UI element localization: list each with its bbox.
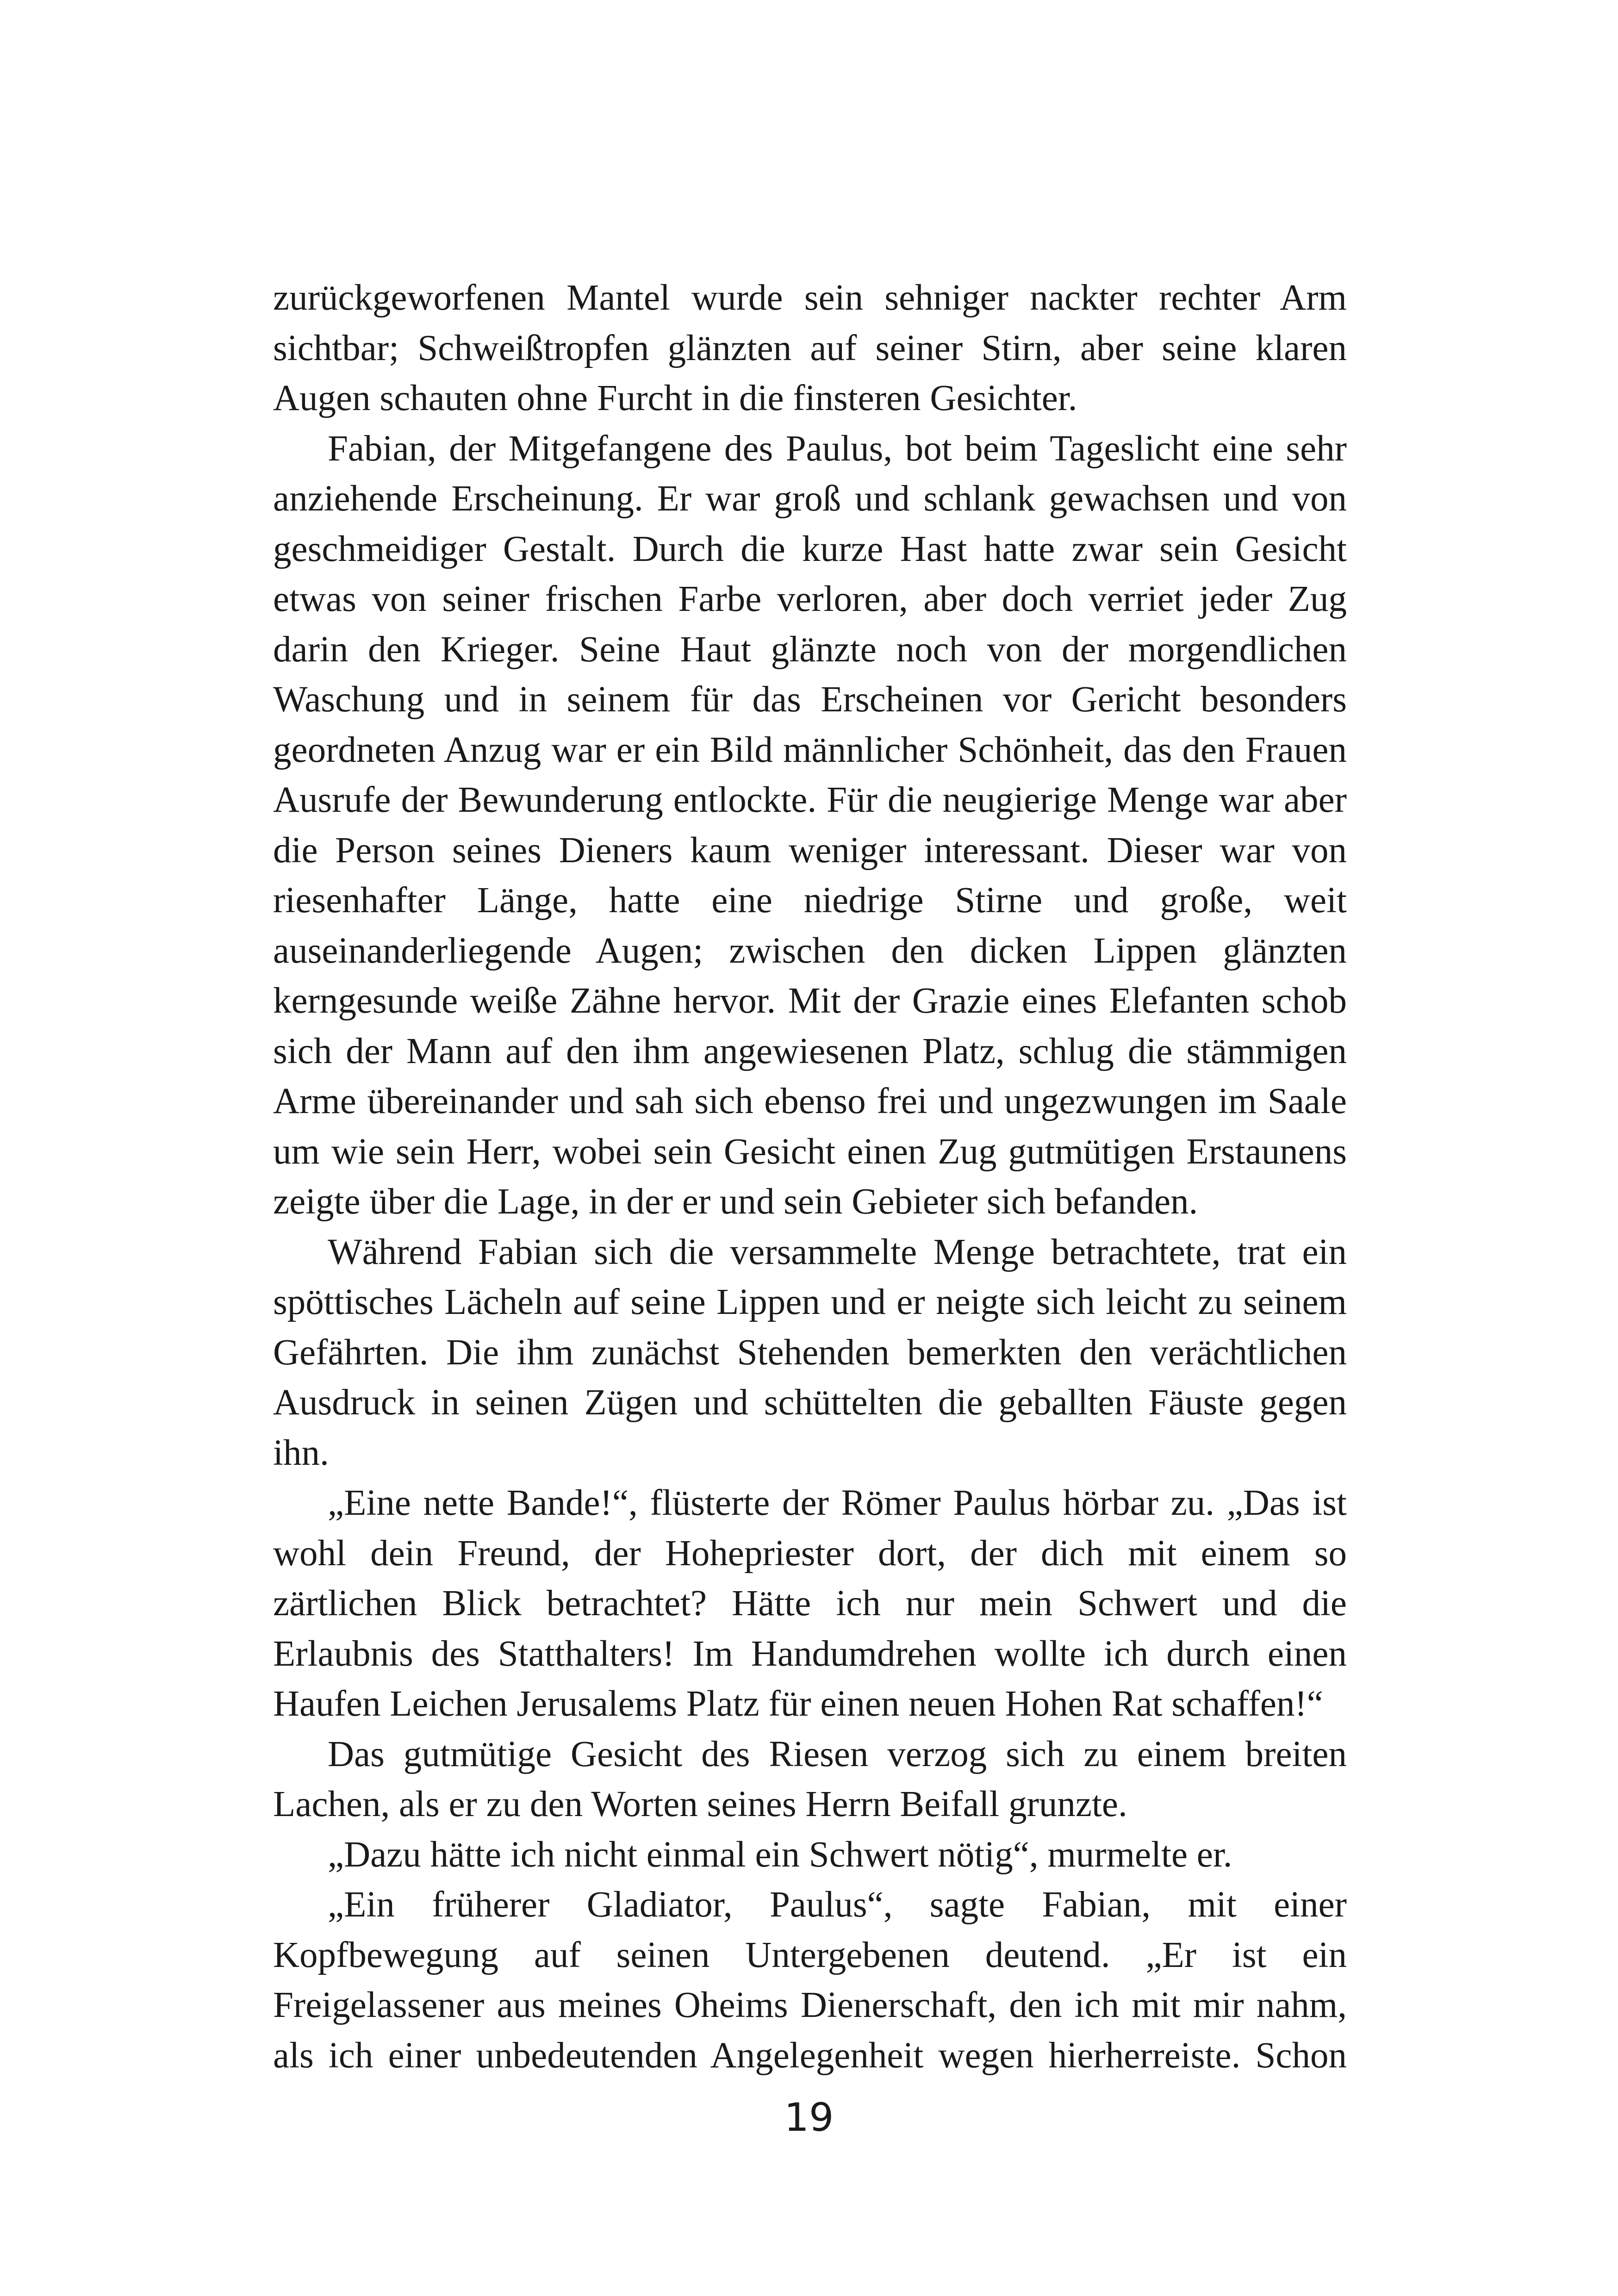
paragraph-7: „Ein früherer Gladiator, Paulus“, sagte Fabian, mit einer Kopfbewegung auf seinen Untergebenen deutend. „Er ist ein Freigelassener aus meines Oheims Dienerschaft, den ich mit mir nahm, als ich einer unbedeutenden Angelegenheit wegen hierherreiste. Schon <box>273 1885 1347 2076</box>
paragraph-5: Das gutmütige Gesicht des Riesen verzog sich zu einem breiten Lachen, als er zu den Worten seines Herrn Beifall grunzte. <box>273 1734 1347 1824</box>
page-number: 19 <box>784 2095 834 2140</box>
paragraph-3: Während Fabian sich die versammelte Menge betrachtete, trat ein spöttisches Lächeln auf seine Lippen und er neigte sich leicht zu seinem Gefährten. Die ihm zunächst Stehenden bemerkten den verächtlichen Ausdruck in seinen Zügen und schüttelten die geballten Fäuste gegen ihn. <box>273 1232 1347 1473</box>
paragraph-4: „Eine nette Bande!“, flüsterte der Römer Paulus hörbar zu. „Das ist wohl dein Freund, der Hohepriester dort, der dich mit einem so zärtlichen Blick betrachtet? Hätte ich nur mein Schwert und die Erlaubnis des Statthalters! Im Handumdrehen wollte ich durch einen Haufen Leichen Jerusalems Platz für einen neuen Hohen Rat schaffen!“ <box>273 1483 1347 1724</box>
paragraph-2: Fabian, der Mitgefangene des Paulus, bot beim Tageslicht eine sehr anziehende Erscheinung. Er war groß und schlank gewachsen und von geschmeidiger Gestalt. Durch die kurze Hast hatte zwar sein Gesicht etwas von seiner frischen Farbe verloren, aber doch verriet jeder Zug darin den Krieger. Seine Haut glänzte noch von der morgendlichen Waschung und in seinem für das Erscheinen vor Gericht besonders geordneten Anzug war er ein Bild männlicher Schönheit, das den Frauen Ausrufe der Bewunderung entlockte. Für die neugierige Menge war aber die Person seines Dieners kaum weniger interessant. Dieser war von riesenhafter Länge, hatte eine niedrige Stirne und große, weit auseinanderliegende Augen; zwischen den dicken Lippen glänzten kerngesunde weiße Zähne hervor. Mit der Grazie eines Elefanten schob sich der Mann auf den ihm angewiesenen Platz, schlug die stämmigen Arme übereinander und sah sich ebenso frei und ungezwungen im Saale um wie sein Herr, wobei sein Gesicht einen Zug gutmütigen Erstaunens zeigte über die Lage, in der er und sein Gebieter sich befanden. <box>273 428 1347 1222</box>
paragraph-1: zurückgeworfenen Mantel wurde sein sehniger nackter rechter Arm sichtbar; Schweißtropfen glänzten auf seiner Stirn, aber seine klaren Augen schauten ohne Furcht in die finsteren Gesichter. <box>273 278 1347 418</box>
paragraph-6: „Dazu hätte ich nicht einmal ein Schwert nötig“, murmelte er. <box>328 1834 1232 1875</box>
body-text <box>273 273 1347 2081</box>
